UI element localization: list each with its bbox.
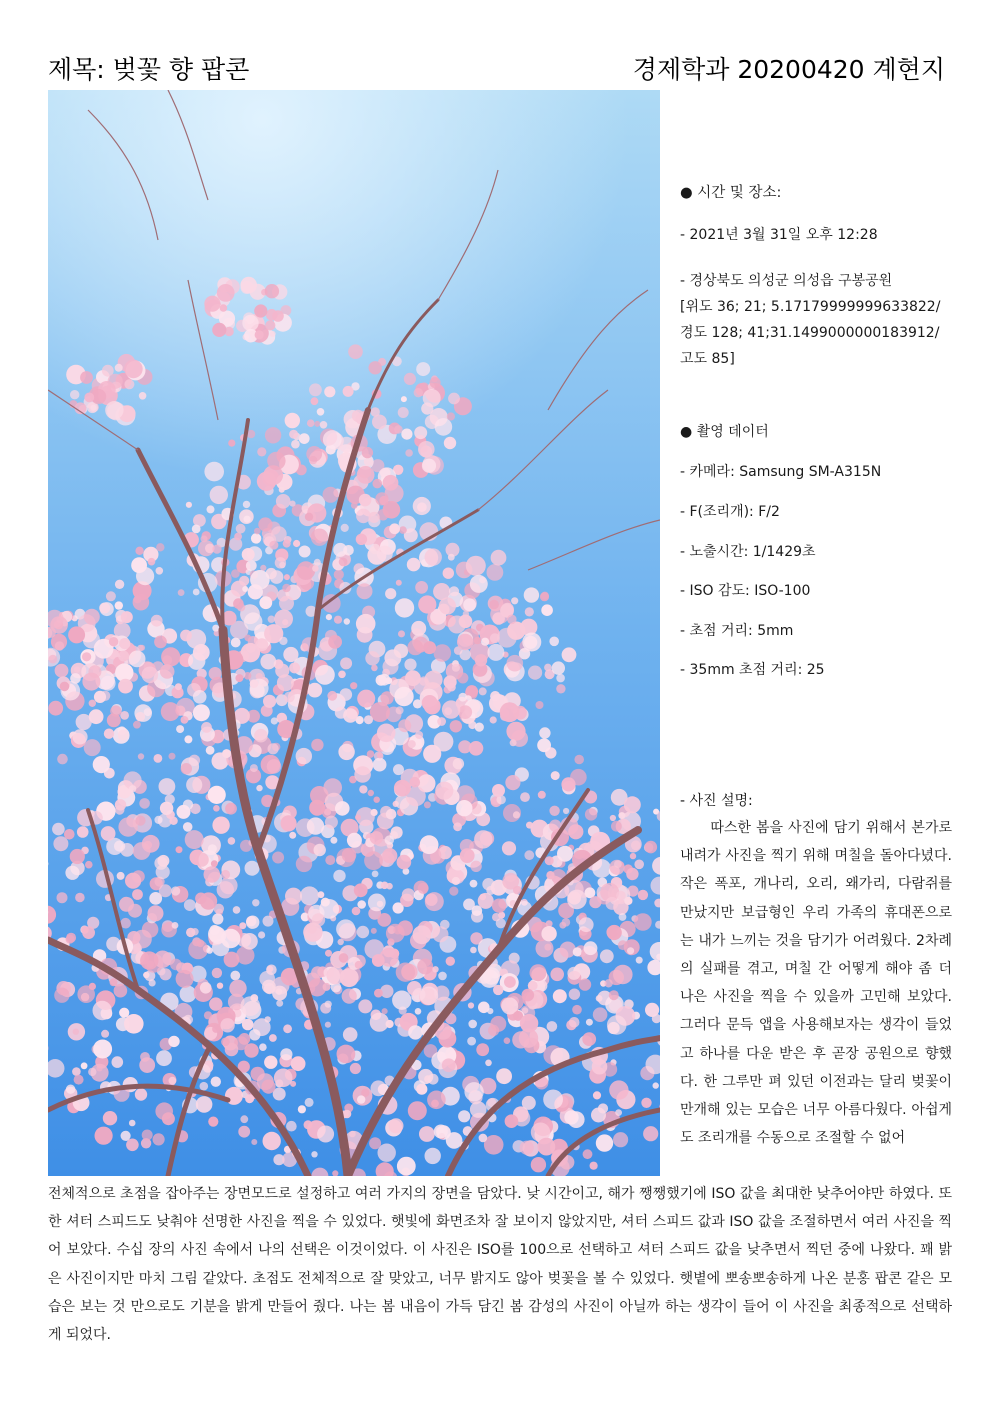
- shooting-item-focal35: - 35mm 초점 거리: 25: [680, 662, 825, 678]
- description-heading: - 사진 설명:: [680, 793, 753, 809]
- cherry-blossom-photo: [48, 90, 660, 1176]
- author-info: 경제학과 20200420 계현지: [632, 55, 945, 84]
- time-place-heading: ● 시간 및 장소:: [680, 185, 782, 201]
- time-place-location: [680, 268, 955, 372]
- shooting-item-camera: - 카메라: Samsung SM-A315N: [680, 464, 882, 480]
- page-title: 제목: 벚꽃 향 팝콘: [48, 55, 250, 84]
- latitude-line: [위도 36; 21; 5.17179999999633822/: [680, 299, 941, 315]
- time-place-section: [680, 184, 955, 204]
- time-place-date: - 2021년 3월 31일 오후 12:28: [680, 227, 878, 243]
- shooting-item-aperture: - F(조리개): F/2: [680, 504, 780, 520]
- altitude-line: 고도 85]: [680, 351, 735, 367]
- shooting-heading: ● 촬영 데이터: [680, 424, 769, 440]
- location-line: - 경상북도 의성군 의성읍 구봉공원: [680, 273, 893, 289]
- shooting-item-exposure: - 노출시간: 1/1429초: [680, 544, 816, 560]
- description-text-full: 전체적으로 초점을 잡아주는 장면모드로 설정하고 여러 가지의 장면을 담았다. 낮 시간이고, 해가 쨍쨍했기에 ISO 값을 최대한 낮추어야만 하였다. 또한 셔터 스피드도 낮춰야 선명한 사진을 찍을 수 있었다. 햇빛에 화면조차 잘 보이지 않았지만, 셔터 스피드 값과 ISO 값을 조절하면서 여러 사진을 찍어 보았다. 수십 장의 사진 속에서 나의 선택은 이것이었다. 이 사진은 ISO를 100으로 선택하고 셔터 스피드 값을 낮추면서 찍던 중에 나왔다. 꽤 밝은 사진이지만 마치 그림 같았다. 초점도 전체적으로 잘 맞았고, 너무 밝지도 않아 벚꽃을 볼 수 있었다. 햇볕에 뽀송뽀송하게 나온 분홍 팝콘 같은 모습은 보는 것 만으로도 기분을 밝게 만들어 줬다. 나는 봄 내음이 가득 담긴 봄 감성의 사진이 아닐까 하는 생각이 들어 이 사진을 최종적으로 선택하게 되었다.: [48, 1186, 952, 1344]
- shooting-item-iso: - ISO 감도: ISO-100: [680, 583, 811, 599]
- shooting-item-focal: - 초점 거리: 5mm: [680, 623, 794, 639]
- longitude-line: 경도 128; 41;31.1499000000183912/: [680, 325, 940, 341]
- description-text-side: 따스한 봄을 사진에 담기 위해서 본가로 내려가 사진을 찍기 위해 며칠을 돌아다녔다. 작은 폭포, 개나리, 오리, 왜가리, 다람쥐를 만났지만 보급형인 우리 가족의 휴대폰으로는 내가 느끼는 것을 담기가 어려웠다. 2차례의 실패를 겪고, 며칠 간 어떻게 해야 좀 더 나은 사진을 찍을 수 있을까 고민해 보았다. 그러다 문득 앱을 사용해보자는 생각이 들었고 하나를 다운 받은 후 곧장 공원으로 향했다. 한 그루만 펴 있던 이전과는 달리 벚꽃이 만개해 있는 모습은 너무 아름다웠다. 아쉽게도 조리개를 수동으로 조절할 수 없어: [680, 820, 952, 1147]
